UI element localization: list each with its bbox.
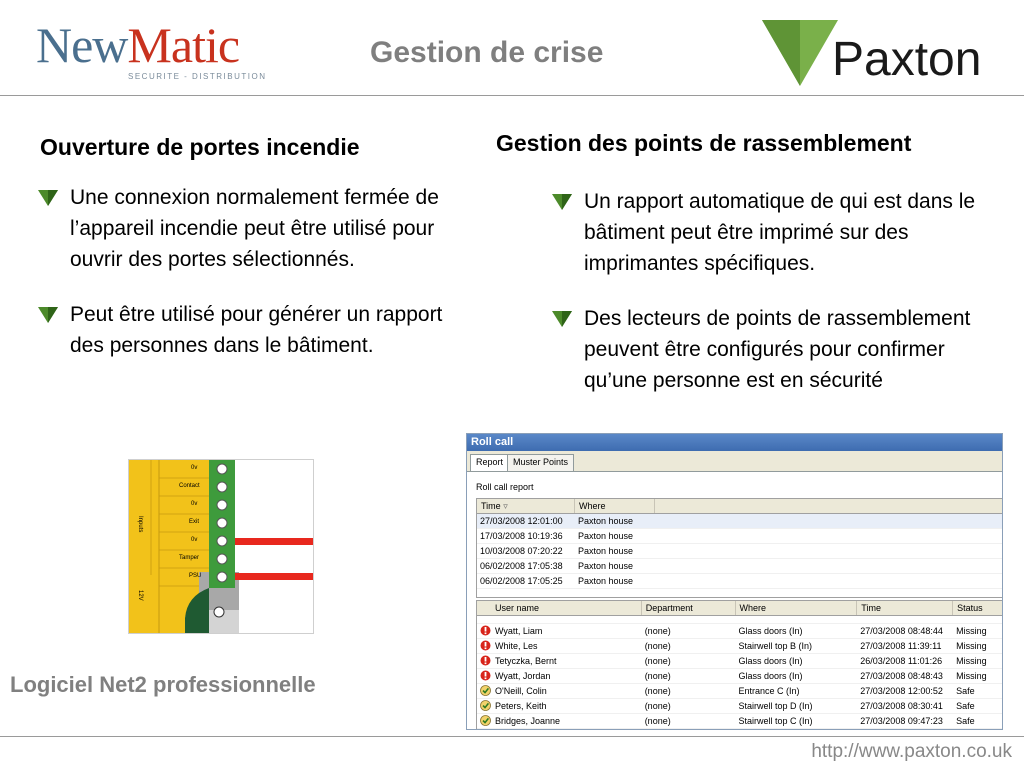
status-badge: Safe — [956, 686, 975, 696]
report-row[interactable]: 27/03/2008 12:01:00 Paxton house — [477, 514, 1003, 529]
newmatic-logo-word-new: New — [36, 17, 128, 73]
safe-check-icon — [480, 700, 491, 711]
roll-call-body — [467, 471, 1003, 730]
status-badge: Missing — [956, 641, 987, 651]
roll-call-title: Roll call — [467, 434, 1002, 451]
paxton-logo — [760, 18, 1005, 90]
paxton-triangle-icon — [760, 18, 840, 88]
missing-alert-icon — [480, 670, 491, 681]
footer-divider — [0, 736, 1024, 737]
left-column-heading: Ouverture de portes incendie — [40, 134, 360, 160]
wiring-diagram — [128, 459, 314, 634]
column-header-user-name[interactable]: User name — [477, 601, 642, 615]
safe-check-icon — [480, 685, 491, 696]
triangle-bullet-icon — [38, 190, 58, 206]
column-header-time[interactable]: Time — [857, 601, 953, 615]
paxton-logo-word: Paxton — [832, 33, 982, 86]
user-grid — [476, 600, 1003, 730]
inputs-label: Inputs — [137, 516, 143, 533]
right-bullet-text: Un rapport automatique de qui est dans le bâtiment peut être imprimé sur des imprimantes spécifiques. — [584, 190, 976, 275]
report-row[interactable]: 10/03/2008 07:20:22 Paxton house — [477, 544, 1003, 559]
software-caption: Logiciel Net2 professionnelle — [10, 672, 316, 697]
triangle-bullet-icon — [552, 311, 572, 327]
report-row[interactable]: 06/02/2008 17:05:38 Paxton house — [477, 559, 1003, 574]
newmatic-tagline: SECURITE - DISTRIBUTION — [128, 72, 267, 81]
terminal-label: Tamper — [179, 555, 200, 561]
roll-call-report-label: Roll call report — [476, 482, 534, 492]
terminal-label: 0v — [191, 501, 198, 507]
user-row[interactable]: White, Les (none) Stairwell top B (In) 27/03/2008 11:39:11 Missing — [477, 639, 1003, 654]
wiring-board-svg — [129, 460, 314, 634]
report-row[interactable]: 06/02/2008 17:05:25 Paxton house — [477, 574, 1003, 589]
header-divider — [0, 95, 1024, 96]
left-bullet-text: Peut être utilisé pour générer un rapport des personnes dans le bâtiment. — [70, 303, 443, 357]
user-row[interactable]: Tetyczka, Bernt (none) Glass doors (In) 26/03/2008 11:01:26 Missing — [477, 654, 1003, 669]
right-bullet-text: Des lecteurs de points de rassemblement peuvent être configurés pour confirmer qu’une personne est en sécurité — [584, 307, 971, 392]
newmatic-logo — [36, 17, 267, 82]
report-grid — [476, 498, 1003, 598]
status-badge: Safe — [956, 716, 975, 726]
column-header-department[interactable]: Department — [642, 601, 736, 615]
newmatic-logo-word-matic: Matic — [127, 17, 240, 73]
report-row[interactable]: 17/03/2008 10:19:36 Paxton house — [477, 529, 1003, 544]
column-header-status[interactable]: Status — [953, 601, 1003, 615]
footer-url-link[interactable]: http://www.paxton.co.uk — [811, 741, 1012, 762]
status-badge: Missing — [956, 656, 987, 666]
roll-call-window — [466, 433, 1003, 730]
terminal-label: 0v — [191, 465, 198, 471]
user-row[interactable]: Peters, Keith (none) Stairwell top D (In) 27/03/2008 08:30:41 Safe — [477, 699, 1003, 714]
left-bullet-item — [38, 182, 468, 275]
missing-alert-icon — [480, 625, 491, 636]
terminal-label: Contact — [179, 483, 200, 489]
voltage-label: 12V — [137, 590, 143, 601]
status-badge: Missing — [956, 626, 987, 636]
left-bullet-text: Une connexion normalement fermée de l’appareil incendie peut être utilisé pour ouvrir des portes sélectionnés. — [70, 186, 439, 271]
user-row[interactable]: O'Neill, Colin (none) Entrance C (In) 27/03/2008 12:00:52 Safe — [477, 684, 1003, 699]
terminal-label: 0v — [191, 537, 198, 543]
sort-arrow-icon: ▿ — [503, 501, 508, 511]
status-badge: Safe — [956, 701, 975, 711]
right-bullet-item — [552, 303, 992, 396]
user-grid-header — [477, 601, 1003, 616]
report-grid-header — [477, 499, 1003, 514]
terminal-label: Exit — [189, 519, 200, 525]
triangle-bullet-icon — [38, 307, 58, 323]
right-bullet-list — [552, 186, 992, 420]
tab-report[interactable]: Report — [470, 454, 509, 471]
left-bullet-item — [38, 299, 468, 361]
missing-alert-icon — [480, 655, 491, 666]
status-badge: Missing — [956, 671, 987, 681]
column-header-time[interactable]: Time ▿ — [477, 499, 575, 513]
column-header-where[interactable]: Where — [575, 499, 655, 513]
tab-muster-points[interactable]: Muster Points — [507, 454, 574, 471]
column-header-where[interactable]: Where — [736, 601, 858, 615]
user-row[interactable]: Bridges, Joanne (none) Stairwell top C (In) 27/03/2008 09:47:23 Safe — [477, 714, 1003, 729]
right-column-heading: Gestion des points de rassemblement — [496, 130, 912, 156]
roll-call-tabbar — [467, 451, 1002, 471]
triangle-bullet-icon — [552, 194, 572, 210]
left-bullet-list — [38, 182, 468, 385]
safe-check-icon — [480, 715, 491, 726]
page-title: Gestion de crise — [370, 36, 604, 69]
missing-alert-icon — [480, 640, 491, 651]
user-row[interactable]: Wyatt, Liam (none) Glass doors (In) 27/03/2008 08:48:44 Missing — [477, 624, 1003, 639]
user-row[interactable]: Wyatt, Jordan (none) Glass doors (In) 27/03/2008 08:48:43 Missing — [477, 669, 1003, 684]
right-bullet-item — [552, 186, 992, 279]
table-row-partial — [477, 616, 1003, 624]
terminal-label: PSU — [189, 573, 202, 579]
